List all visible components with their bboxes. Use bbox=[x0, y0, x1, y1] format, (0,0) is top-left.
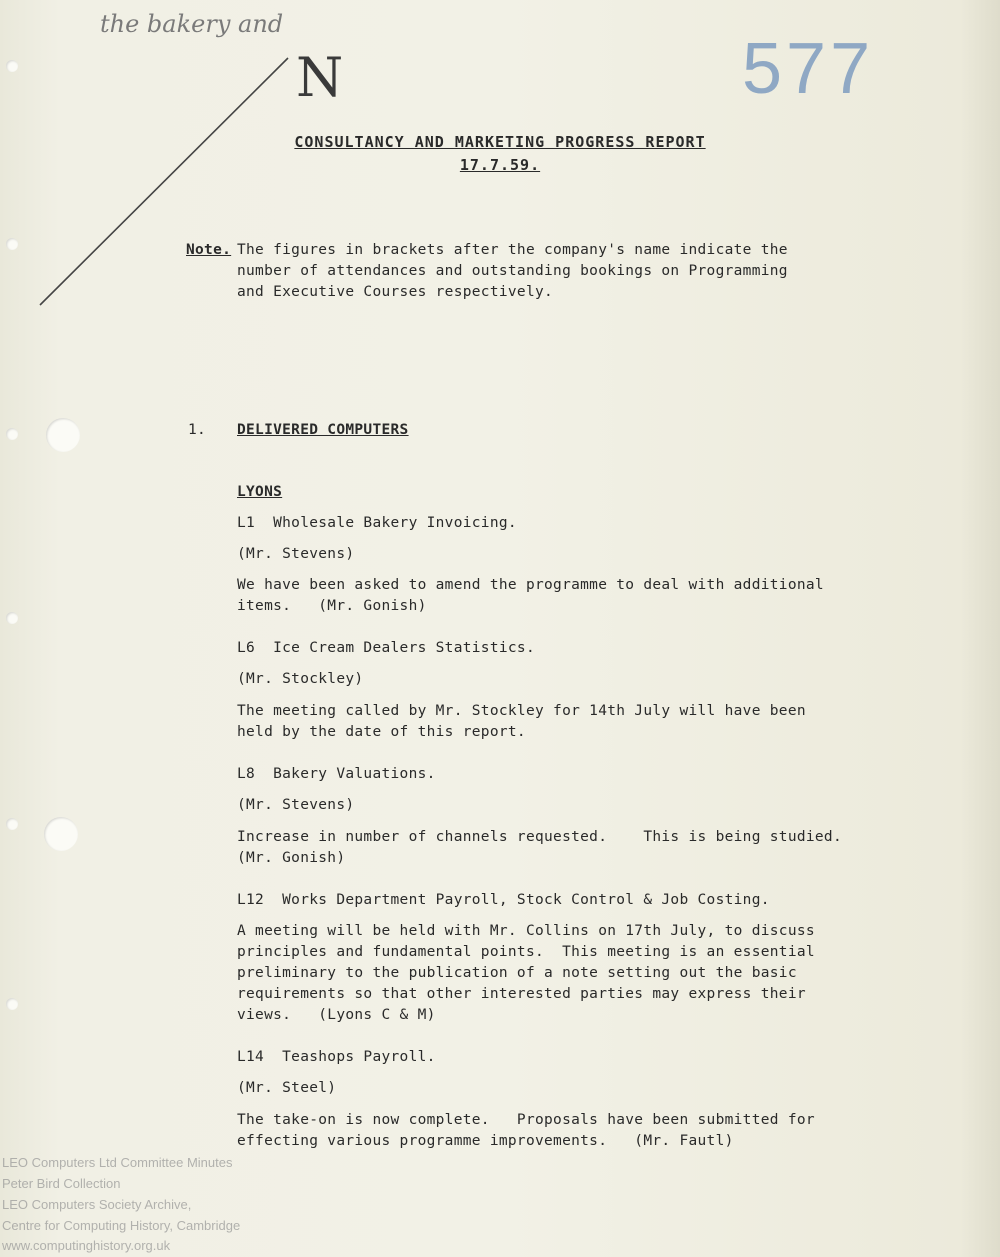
item-body-line: The meeting called by Mr. Stockley for 14th July will have been bbox=[237, 703, 806, 719]
item-body-line: (Mr. Gonish) bbox=[237, 850, 346, 866]
report-title: CONSULTANCY AND MARKETING PROGRESS REPORT bbox=[294, 133, 706, 151]
company-heading: LYONS bbox=[237, 484, 283, 500]
item-body-line: held by the date of this report. bbox=[237, 724, 526, 740]
note-line: and Executive Courses respectively. bbox=[237, 284, 554, 300]
note-line: The figures in brackets after the company's name indicate the bbox=[237, 242, 788, 258]
archive-watermark: Centre for Computing History, Cambridge bbox=[2, 1218, 241, 1233]
punch-hole bbox=[6, 818, 18, 830]
item-contact: (Mr. Stockley) bbox=[237, 671, 364, 687]
item-body-line: We have been asked to amend the programme to deal with additional bbox=[237, 577, 824, 593]
handwritten-note: the bakery and bbox=[100, 10, 284, 38]
section-number: 1. bbox=[188, 422, 207, 438]
handwritten-initial: N bbox=[296, 46, 344, 109]
punch-hole bbox=[6, 428, 18, 440]
punch-hole bbox=[6, 998, 18, 1010]
item-body-line: The take-on is now complete. Proposals have been submitted for bbox=[237, 1112, 815, 1128]
item-title: L12 Works Department Payroll, Stock Control & Job Costing. bbox=[237, 892, 770, 908]
handwritten-page-number: 577 bbox=[742, 29, 875, 109]
section-heading: DELIVERED COMPUTERS bbox=[237, 422, 409, 438]
punch-hole bbox=[44, 817, 78, 851]
item-title: L8 Bakery Valuations. bbox=[237, 766, 436, 782]
punch-hole bbox=[46, 418, 80, 452]
item-contact: (Mr. Steel) bbox=[237, 1080, 337, 1096]
item-body-line: items. (Mr. Gonish) bbox=[237, 598, 427, 614]
archive-watermark: LEO Computers Society Archive, bbox=[2, 1197, 192, 1212]
item-title: L1 Wholesale Bakery Invoicing. bbox=[237, 515, 517, 531]
note-line: number of attendances and outstanding bookings on Programming bbox=[237, 263, 788, 279]
item-body-line: preliminary to the publication of a note setting out the basic bbox=[237, 965, 797, 981]
archive-watermark-url: www.computinghistory.org.uk bbox=[2, 1238, 171, 1253]
report-date: 17.7.59. bbox=[459, 156, 541, 174]
item-contact: (Mr. Stevens) bbox=[237, 797, 355, 813]
item-title: L6 Ice Cream Dealers Statistics. bbox=[237, 640, 535, 656]
punch-hole bbox=[6, 612, 18, 624]
item-body-line: effecting various programme improvements. (Mr. Fautl) bbox=[237, 1133, 734, 1149]
archive-watermark: LEO Computers Ltd Committee Minutes bbox=[2, 1155, 233, 1170]
note-label: Note. bbox=[186, 242, 232, 258]
item-body-line: principles and fundamental points. This meeting is an essential bbox=[237, 944, 815, 960]
item-body-line: requirements so that other interested parties may express their bbox=[237, 986, 806, 1002]
item-body-line: A meeting will be held with Mr. Collins on 17th July, to discuss bbox=[237, 923, 815, 939]
archive-watermark: Peter Bird Collection bbox=[2, 1176, 121, 1191]
item-contact: (Mr. Stevens) bbox=[237, 546, 355, 562]
item-body-line: Increase in number of channels requested. This is being studied. bbox=[237, 829, 842, 845]
item-body-line: views. (Lyons C & M) bbox=[237, 1007, 436, 1023]
item-title: L14 Teashops Payroll. bbox=[237, 1049, 436, 1065]
